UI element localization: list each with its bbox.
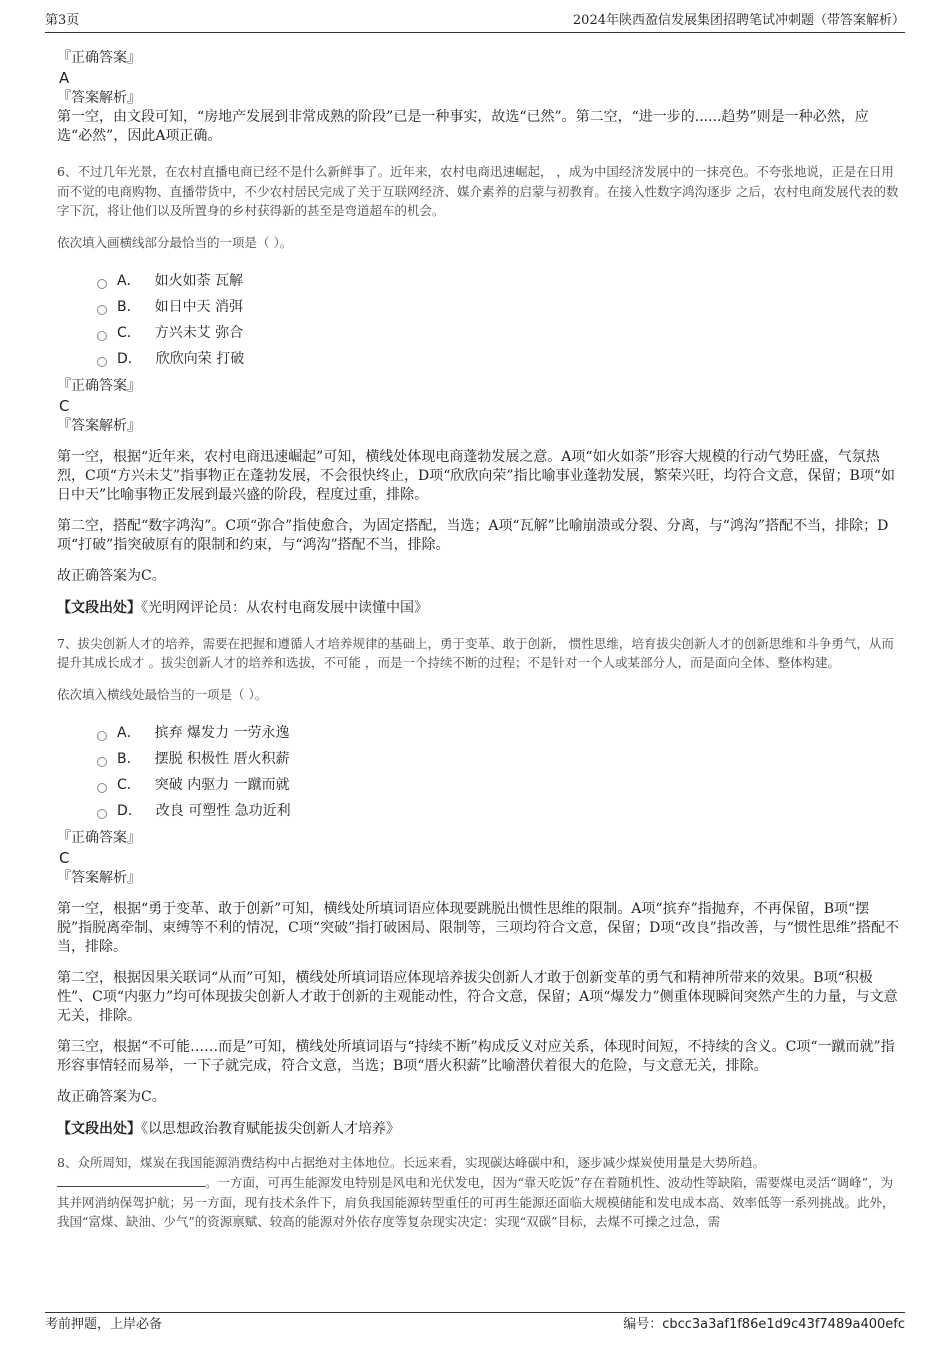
analysis-label: 『答案解析』	[57, 869, 141, 886]
q7-source: 【文段出处】《以思想政治教育赋能拔尖创新人才培养》	[57, 1120, 400, 1137]
radio-icon[interactable]	[97, 279, 107, 289]
q6-source: 【文段出处】《光明网评论员：从农村电商发展中读懂中国》	[57, 599, 428, 616]
document-title: 2024年陕西盈信发展集团招聘笔试冲刺题（带答案解析）	[572, 13, 905, 28]
q8-text: 8、众所周知，煤炭在我国能源消费结构中占据绝对主体地位。长远来看，实现碳达峰碳中和，逐步减少煤炭使用量是大势所趋。。一方面，可再生能源发电特别是风电和光伏发电，因为“靠天吃饭”存在着随机性、波动性等缺陷，需要煤电灵活“调峰”，为其并网消纳保驾护航；另一方面，现有技术条件下，肩负我国能源转型重任的可再生能源还面临大规模储能和发电成本高、效率低等一系列挑战。此外，我国“富煤、缺油、少气”的资源禀赋、较高的能源对外依存度等复杂现实决定：实现“双碳”目标，去煤不可操之过急，需	[57, 1154, 895, 1229]
footer-slogan: 考前押题，上岸必备	[45, 1317, 163, 1332]
correct-answer-label: 『正确答案』	[57, 50, 141, 66]
q7-option-b[interactable]: B． 摆脱 积极性 厝火积薪	[97, 746, 902, 772]
q6-prompt: 依次填入画横线部分最恰当的一项是（ ）。	[57, 234, 293, 250]
q7-option-d[interactable]: D． 改良 可塑性 急功近利	[97, 798, 902, 824]
q6-answer: C	[59, 396, 70, 415]
correct-answer-label: 『正确答案』	[57, 377, 141, 394]
q6-text: 6、不过几年光景，在农村直播电商已经不是什么新鲜事了。近年来，农村电商迅速崛起， ，成为中国经济发展中的一抹亮色。不夸张地说，正是在日用而不觉的电商购物、直播带货中，不少农村居民完成了关于互联网经济、媒介素养的启蒙与初教育。在接入性数字鸿沟逐步 之后，农村电商发展代表的数字下沉，将让他们以及所置身的乡村获得新的甚至是弯道超车的机会。	[57, 164, 899, 218]
analysis-label: 『答案解析』	[57, 417, 141, 434]
q7-text: 7、拔尖创新人才的培养，需要在把握和遵循人才培养规律的基础上，勇于变革、敢于创新， 惯性思维，培育拔尖创新人才的创新思维和斗争勇气，从而提升其成长成才 。拔尖创新人才的培养和选拔，不可能 ，而是一个持续不断的过程；不是针对一个人或某部分人，而是面向全体、整体构建。	[57, 635, 894, 670]
radio-icon[interactable]	[97, 783, 107, 793]
q6-analysis-3: 故正确答案为C。	[57, 567, 166, 584]
q7-options	[97, 720, 902, 824]
page-footer	[45, 1312, 905, 1337]
document-code: 编号：cbcc3a3af1f86e1d9c43f7489a400efc	[623, 1317, 905, 1332]
page-content	[57, 48, 902, 1232]
q7-option-c[interactable]: C． 突破 内驱力 一蹴而就	[97, 772, 902, 798]
q7-answer: C	[59, 848, 70, 867]
radio-icon[interactable]	[97, 331, 107, 341]
q6-option-b[interactable]: B． 如日中天 消弭	[97, 294, 902, 320]
fill-blank	[57, 1172, 205, 1187]
radio-icon[interactable]	[97, 357, 107, 367]
radio-icon[interactable]	[97, 305, 107, 315]
q6-option-d[interactable]: D． 欣欣向荣 打破	[97, 346, 902, 372]
q6-analysis-1: 第一空，根据“近年来，农村电商迅速崛起”可知，横线处体现电商蓬勃发展之意。A项“如火如荼”形容大规模的行动气势旺盛，气氛热烈，C项“方兴未艾”指事物正在蓬勃发展，不会很快终止，D项“欣欣向荣”指比喻事业蓬勃发展，繁荣兴旺，均符合文意，保留；B项“如日中天”比喻事物正发展到最兴盛的阶段，程度过重，排除。	[57, 448, 896, 503]
q7-option-a[interactable]: A． 摈弃 爆发力 一劳永逸	[97, 720, 902, 746]
page-number: 第3页	[45, 13, 80, 28]
q5-answer: A	[59, 69, 70, 87]
q7-analysis-1: 第一空，根据“勇于变革、敢于创新”可知，横线处所填词语应体现要跳脱出惯性思维的限制。A项“摈弃”指抛弃，不再保留，B项“摆脱”指脱离牵制、束缚等不利的情况，C项“突破”指打破困局、限制等，三项均符合文意，保留；D项“改良”指改善，与“惯性思维”搭配不当，排除。	[57, 900, 900, 955]
q7-analysis-4: 故正确答案为C。	[57, 1088, 166, 1105]
q5-analysis: 第一空，由文段可知，“房地产发展到非常成熟的阶段”已是一种事实，故选“已然”。第二空，“进一步的......趋势”则是一种必然，应选“必然”，因此A项正确。	[57, 109, 869, 144]
radio-icon[interactable]	[97, 809, 107, 819]
analysis-label: 『答案解析』	[57, 90, 141, 106]
q6-options	[97, 268, 902, 372]
radio-icon[interactable]	[97, 731, 107, 741]
q7-prompt: 依次填入横线处最恰当的一项是（ ）。	[57, 686, 268, 702]
q6-option-a[interactable]: A． 如火如荼 瓦解	[97, 268, 902, 294]
q6-analysis-2: 第二空，搭配“数字鸿沟”。C项“弥合”指使愈合，为固定搭配，当选；A项“瓦解”比喻崩溃或分裂、分离，与“鸿沟”搭配不当，排除；D项“打破”指突破原有的限制和约束，与“鸿沟”搭配不当，排除。	[57, 517, 889, 553]
radio-icon[interactable]	[97, 757, 107, 767]
q6-option-c[interactable]: C． 方兴未艾 弥合	[97, 320, 902, 346]
q7-analysis-3: 第三空，根据“不可能……而是”可知，横线处所填词语与“持续不断”构成反义对应关系，体现时间短，不持续的含义。C项“一蹴而就”指形容事情轻而易举，一下子就完成，符合文意，当选；B项“厝火积薪”比喻潜伏着很大的危险，与文意无关，排除。	[57, 1038, 895, 1074]
correct-answer-label: 『正确答案』	[57, 829, 141, 846]
page-header	[45, 10, 905, 33]
q7-analysis-2: 第二空，根据因果关联词“从而”可知，横线处所填词语应体现培养拔尖创新人才敢于创新变革的勇气和精神所带来的效果。B项“积极性”、C项“内驱力”均可体现拔尖创新人才敢于创新的主观能动性，符合文意，保留；A项“爆发力”侧重体现瞬间突然产生的力量，与文意无关，排除。	[57, 969, 898, 1024]
